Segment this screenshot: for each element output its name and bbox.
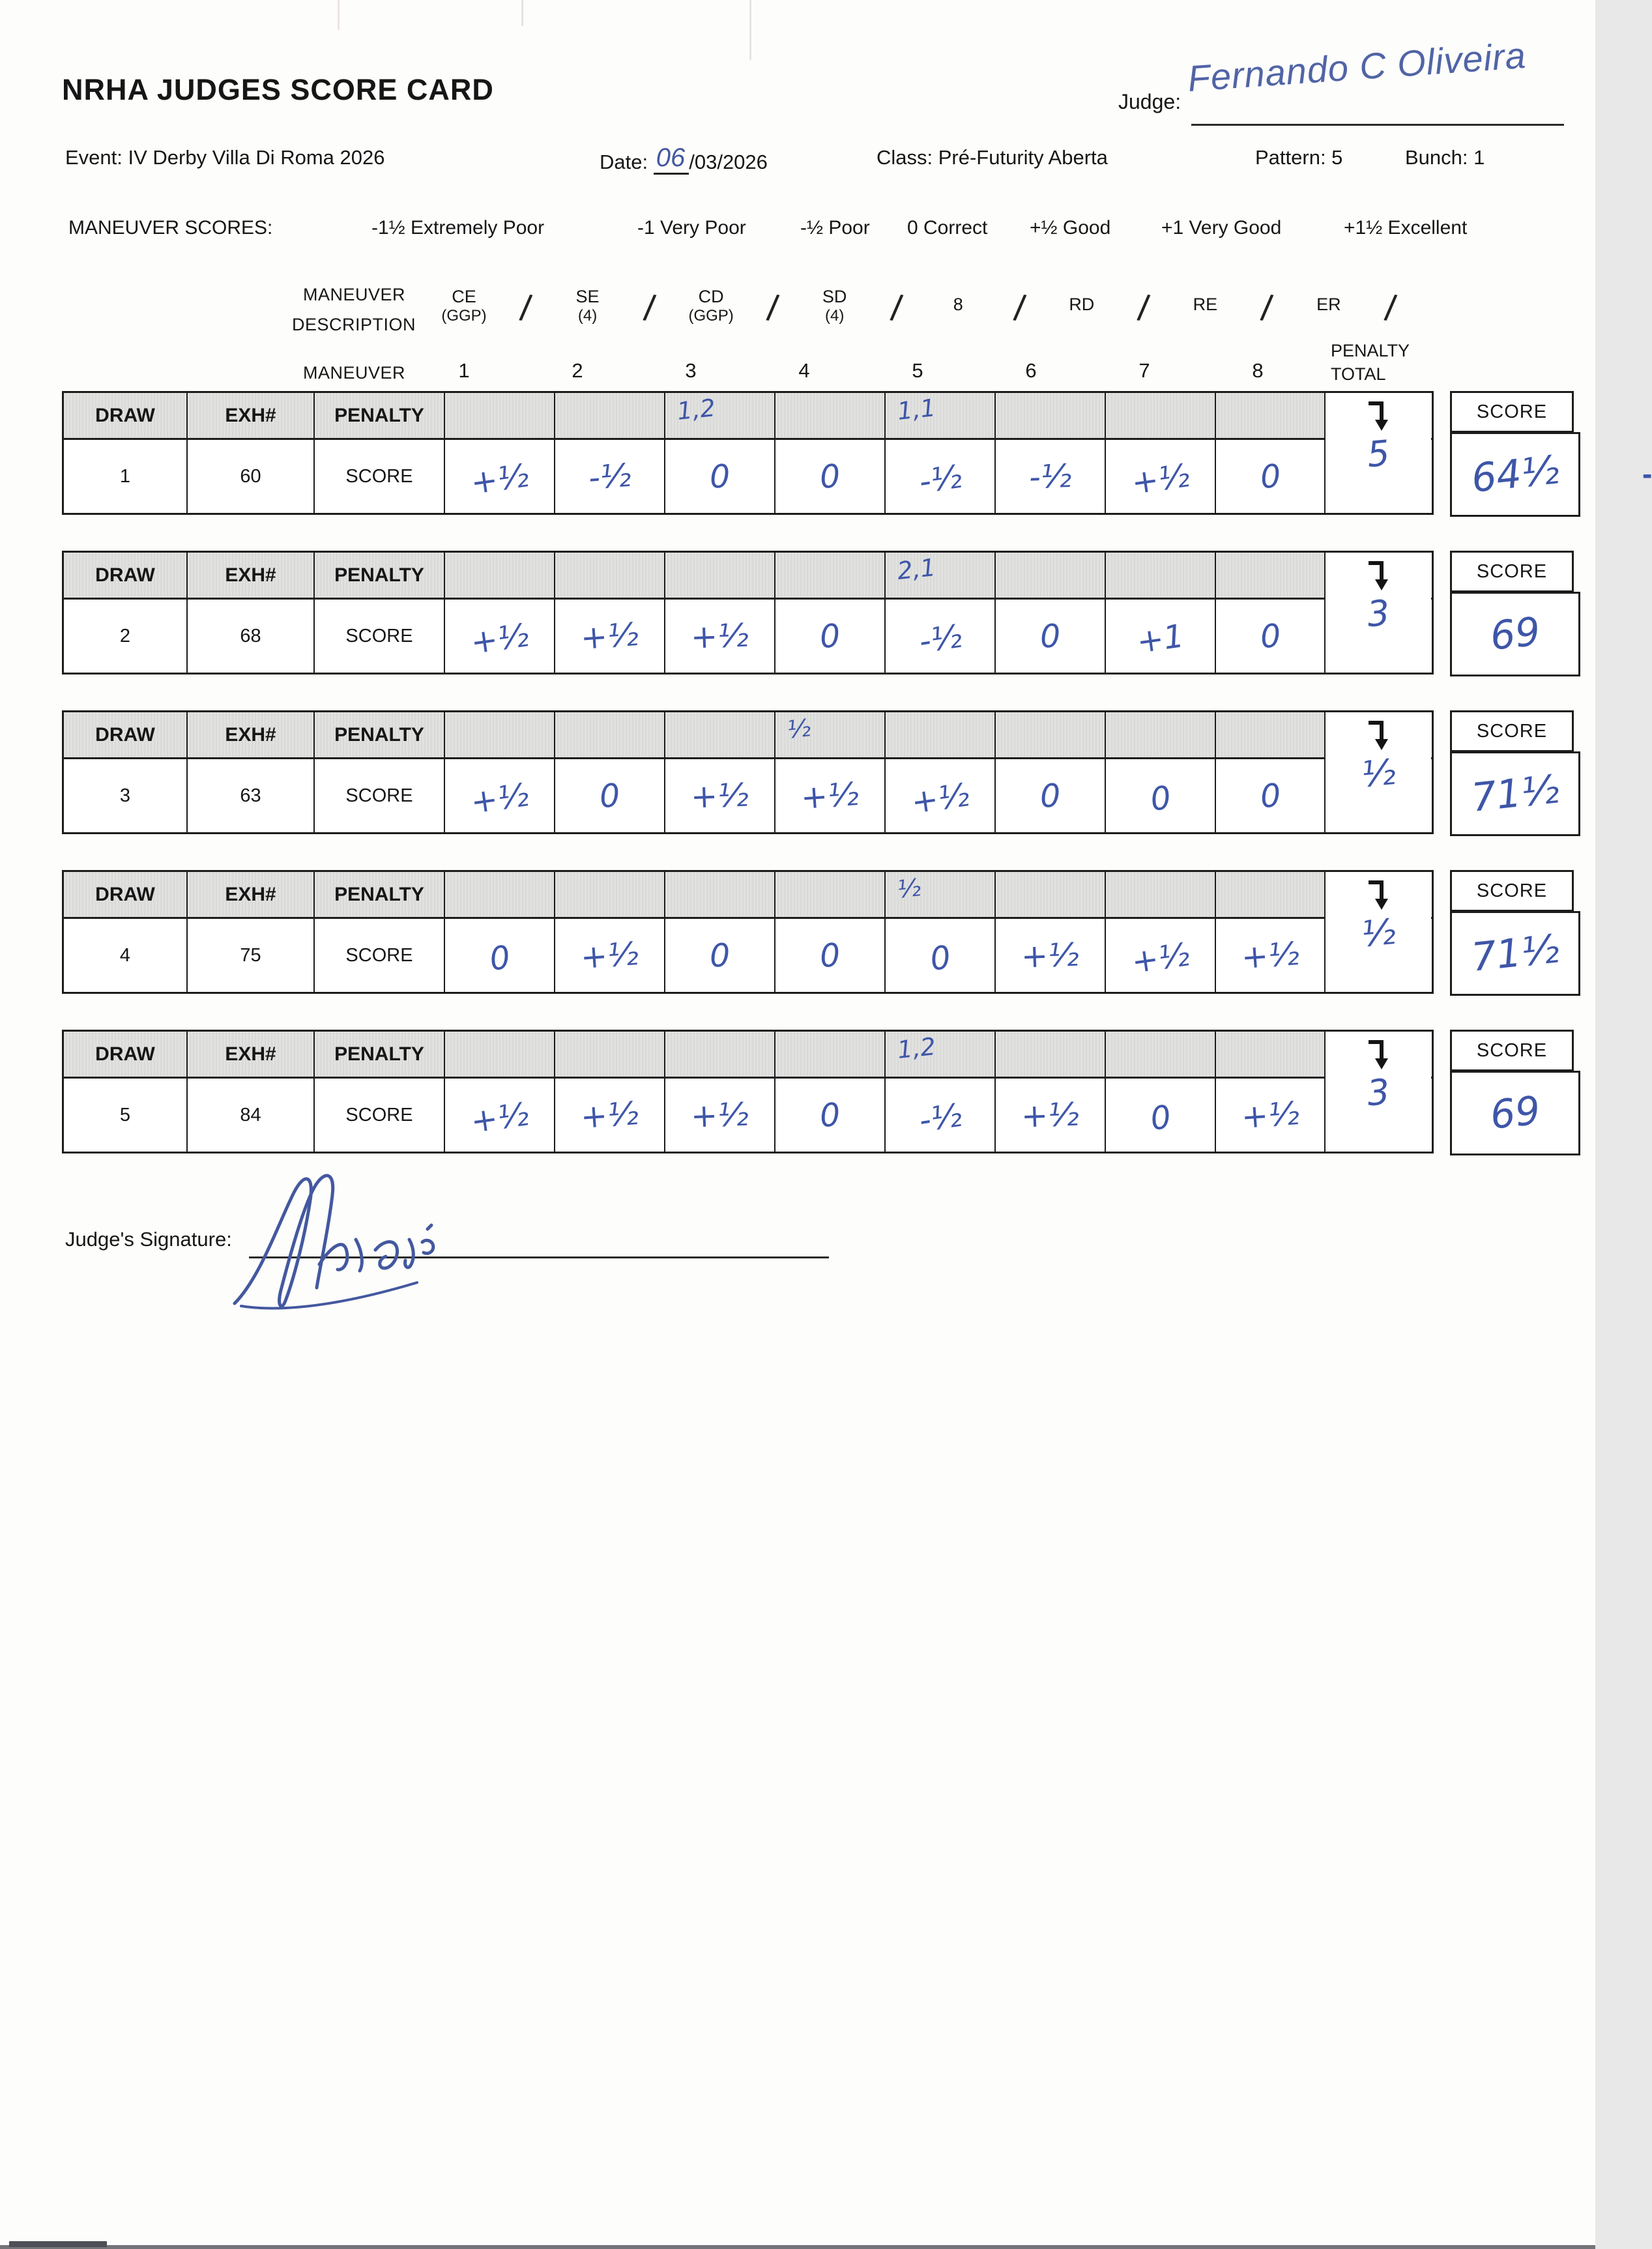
down-arrow-icon: [1365, 877, 1392, 911]
maneuver-description-label: MANEUVER: [303, 285, 406, 304]
penalty-mark-cell: [555, 393, 665, 438]
maneuver-score-cell: [555, 600, 665, 673]
down-arrow-icon: [1365, 558, 1392, 592]
penalty-mark-cell: [1216, 553, 1326, 598]
penalty-mark-cell: [445, 872, 555, 917]
legend-item: +½ Good: [1030, 217, 1111, 239]
draw-value: 3: [64, 759, 188, 832]
maneuver-score: +½: [690, 776, 749, 816]
penalty-total-value: 5: [1365, 432, 1391, 476]
maneuver-score-cell: [555, 759, 665, 832]
maneuver-scores-label: MANEUVER SCORES:: [68, 217, 273, 239]
maneuver-score-cell: [886, 919, 996, 992]
penalty-mark-cell: [1106, 553, 1216, 598]
penalty-mark: ½: [895, 873, 922, 904]
maneuver-number: 8: [1252, 359, 1264, 382]
score-row-label: SCORE: [315, 1079, 445, 1152]
penalty-mark-cell: [886, 553, 996, 598]
maneuver-score-cell: [665, 759, 775, 832]
maneuver-score: 0: [708, 457, 731, 496]
penalty-mark-cell: [1216, 1032, 1326, 1077]
penalty-header: PENALTY: [315, 553, 445, 598]
penalty-mark-cell: [775, 872, 886, 917]
slash-separator: /: [1135, 287, 1152, 329]
penalty-mark-cell: [886, 872, 996, 917]
exh-header: EXH#: [188, 1032, 315, 1077]
maneuver-score: +1: [1135, 617, 1187, 661]
class-field: Class: Pré-Futurity Aberta: [877, 146, 1108, 169]
penalty-total-cell: [1324, 553, 1431, 673]
slash-separator: /: [1259, 287, 1275, 329]
date-day-handwriting: 06: [654, 143, 689, 175]
exh-value: 84: [188, 1079, 315, 1152]
exh-value: 68: [188, 600, 315, 673]
maneuver-score: 0: [1039, 776, 1062, 815]
date-rest: /03/2026: [689, 151, 768, 173]
maneuver-score: +½: [690, 1095, 749, 1135]
maneuver-score-cell: [886, 440, 996, 513]
draw-header: DRAW: [64, 393, 188, 438]
maneuver-score: -½: [587, 456, 633, 497]
score-table-grid: [62, 870, 1434, 994]
maneuver-score-cell: [886, 600, 996, 673]
date-field: [600, 143, 768, 177]
exh-value: 63: [188, 759, 315, 832]
maneuver-score: 0: [708, 936, 731, 975]
maneuver-score-cell: [1106, 759, 1216, 832]
slash-separator: /: [764, 287, 781, 329]
maneuver-score-cell: [996, 919, 1106, 992]
maneuver-score-cell: [886, 1079, 996, 1152]
down-arrow-icon: [1365, 1037, 1392, 1071]
penalty-mark-cell: [996, 872, 1106, 917]
maneuver-score: 0: [818, 1095, 842, 1135]
draw-header: DRAW: [64, 712, 188, 757]
maneuver-score-cell: [665, 1079, 775, 1152]
score-box-value-cell: [1450, 1071, 1580, 1155]
maneuver-score: +½: [469, 1095, 531, 1140]
maneuver-score-cell: [665, 919, 775, 992]
exh-header: EXH#: [188, 393, 315, 438]
scan-edge-blob: [9, 2241, 107, 2247]
maneuver-score: -½: [916, 1096, 964, 1139]
maneuver-score: -½: [916, 617, 964, 660]
maneuver-score: 0: [818, 936, 842, 975]
penalty-mark-cell: [555, 872, 665, 917]
penalty-mark: ½: [785, 714, 812, 744]
exh-value: 75: [188, 919, 315, 992]
maneuver-score: 0: [1148, 1097, 1174, 1138]
score-box: [1450, 551, 1580, 676]
maneuver-score-cell: [445, 1079, 555, 1152]
maneuver-desc: RD: [1069, 295, 1095, 314]
score-box-label: SCORE: [1450, 710, 1574, 752]
maneuver-number: 2: [572, 359, 583, 382]
maneuver-score-cell: [775, 440, 886, 513]
maneuver-score-cell: [886, 759, 996, 832]
maneuver-description-row: [407, 287, 1396, 329]
score-table: [62, 1030, 1587, 1157]
maneuver-score-cell: [1106, 440, 1216, 513]
scan-streak: [521, 0, 523, 26]
maneuver-desc: ER: [1316, 295, 1341, 314]
maneuver-number: 5: [912, 359, 923, 382]
slash-separator: /: [517, 287, 534, 329]
score-box-label: SCORE: [1450, 1030, 1574, 1071]
score-box: [1450, 391, 1580, 517]
maneuver-score: +½: [690, 616, 749, 656]
score-table: [62, 870, 1587, 998]
score-table: [62, 551, 1587, 678]
judges-signature-scribble: [222, 1167, 495, 1316]
maneuver-desc: CE (GGP): [441, 287, 487, 325]
penalty-total-value: 3: [1365, 592, 1391, 635]
maneuver-score-cell: [1216, 759, 1326, 832]
maneuver-description-label: DESCRIPTION: [292, 315, 416, 334]
maneuver-number: 7: [1138, 359, 1150, 382]
maneuver-score: 0: [818, 617, 842, 656]
penalty-mark-cell: [445, 393, 555, 438]
maneuver-score-cell: [775, 759, 886, 832]
draw-header: DRAW: [64, 1032, 188, 1077]
penalty-mark-cell: [886, 712, 996, 757]
score-table-grid: [62, 1030, 1434, 1154]
score-box-label: SCORE: [1450, 551, 1574, 592]
maneuver-score: 0: [1258, 617, 1282, 656]
penalty-total-cell: [1324, 1032, 1431, 1152]
maneuver-score-cell: [445, 759, 555, 832]
maneuver-score: +½: [800, 775, 860, 817]
score-table: [62, 391, 1587, 519]
penalty-total-value: ½: [1359, 751, 1397, 796]
penalty-mark-cell: [1216, 712, 1326, 757]
penalty-mark: 1,2: [675, 394, 717, 426]
maneuver-score-cell: [1216, 919, 1326, 992]
maneuver-score: +½: [1021, 1095, 1080, 1135]
maneuver-score-cell: [665, 440, 775, 513]
maneuver-score: 0: [1039, 617, 1062, 656]
maneuver-number: 6: [1025, 359, 1037, 382]
penalty-mark-cell: [555, 553, 665, 598]
draw-value: 2: [64, 600, 188, 673]
exh-value: 60: [188, 440, 315, 513]
penalty-total-cell: [1324, 872, 1431, 992]
maneuver-score-cell: [1106, 919, 1216, 992]
maneuver-score: +½: [1129, 935, 1192, 981]
score-row-label: SCORE: [315, 600, 445, 673]
penalty-mark-cell: [1106, 872, 1216, 917]
scan-streak: [338, 0, 340, 30]
penalty-mark-cell: [996, 553, 1106, 598]
maneuver-desc: SD (4): [822, 287, 847, 325]
maneuver-number: 3: [685, 359, 697, 382]
maneuver-score-cell: [996, 600, 1106, 673]
maneuver-score: 0: [1258, 776, 1282, 815]
maneuver-score: +½: [469, 616, 531, 661]
maneuver-score: +½: [469, 456, 531, 502]
maneuver-score: +½: [579, 1094, 640, 1136]
penalty-mark-cell: [665, 553, 775, 598]
maneuver-score-cell: [775, 600, 886, 673]
score-box-value-cell: [1450, 432, 1580, 517]
maneuver-score: +½: [579, 615, 640, 657]
final-score-value: 71½: [1469, 926, 1561, 981]
maneuver-score-cell: [1106, 600, 1216, 673]
down-arrow-icon: [1365, 718, 1392, 751]
penalty-mark-cell: [665, 872, 775, 917]
penalty-mark-cell: [445, 553, 555, 598]
maneuver-score-cell: [1216, 1079, 1326, 1152]
penalty-mark-cell: [665, 1032, 775, 1077]
date-label: Date:: [600, 151, 648, 173]
penalty-mark-cell: [996, 1032, 1106, 1077]
maneuver-score-cell: [996, 440, 1106, 513]
final-score-value: 69: [1488, 609, 1543, 660]
penalty-mark-cell: [886, 393, 996, 438]
maneuver-score: +½: [1240, 1094, 1301, 1136]
maneuver-score: 0: [1258, 457, 1282, 496]
maneuver-score: 0: [927, 938, 953, 978]
penalty-header: PENALTY: [315, 393, 445, 438]
maneuver-score-cell: [1216, 600, 1326, 673]
score-box-label: SCORE: [1450, 391, 1574, 433]
judge-signature-line: [1191, 124, 1564, 126]
penalty-mark-cell: [1216, 872, 1326, 917]
legend-item: 0 Correct: [907, 217, 988, 239]
penalty-mark-cell: [555, 712, 665, 757]
maneuver-score-cell: [555, 440, 665, 513]
score-table-grid: [62, 391, 1434, 515]
score-box: [1450, 710, 1580, 836]
scan-edge-bar: [0, 2245, 1595, 2249]
exh-header: EXH#: [188, 553, 315, 598]
maneuver-score: +½: [1240, 935, 1301, 976]
slash-separator: /: [1382, 287, 1398, 329]
penalty-mark-cell: [445, 1032, 555, 1077]
maneuver-score: +½: [909, 776, 972, 821]
score-table: [62, 710, 1587, 838]
legend-item: +1½ Excellent: [1344, 217, 1468, 239]
legend-item: +1 Very Good: [1161, 217, 1282, 239]
penalty-mark-cell: [996, 393, 1106, 438]
penalty-mark-cell: [1216, 393, 1326, 438]
maneuver-score: 0: [487, 938, 513, 978]
penalty-mark-cell: [555, 1032, 665, 1077]
penalty-total-value: ½: [1359, 910, 1397, 955]
judge-label: Judge:: [1118, 90, 1181, 113]
score-table-grid: [62, 551, 1434, 675]
maneuver-row-label: MANEUVER: [303, 363, 406, 383]
maneuver-score: 0: [598, 776, 622, 815]
draw-value: 5: [64, 1079, 188, 1152]
penalty-mark-cell: [665, 393, 775, 438]
page-title: NRHA JUDGES SCORE CARD: [62, 73, 494, 106]
score-box-value-cell: [1450, 592, 1580, 676]
penalty-mark-cell: [775, 712, 886, 757]
maneuver-score-cell: [1216, 440, 1326, 513]
maneuver-score-cell: [775, 1079, 886, 1152]
penalty-mark-cell: [1106, 712, 1216, 757]
maneuver-number: 4: [798, 359, 810, 382]
down-arrow-icon: [1365, 398, 1392, 432]
maneuver-score: +½: [579, 935, 640, 976]
maneuver-score-cell: [996, 759, 1106, 832]
penalty-mark-cell: [1106, 393, 1216, 438]
bunch-field: Bunch: 1: [1405, 146, 1485, 169]
maneuver-score: -½: [916, 457, 964, 501]
penalty-header: PENALTY: [315, 872, 445, 917]
score-row-label: SCORE: [315, 440, 445, 513]
final-score-value: 64½: [1469, 447, 1561, 502]
maneuver-score-cell: [1106, 1079, 1216, 1152]
legend-item: -1½ Extremely Poor: [371, 217, 545, 239]
maneuver-desc: 8: [953, 295, 963, 314]
penalty-mark-cell: [445, 712, 555, 757]
maneuver-score: +½: [1021, 935, 1080, 976]
penalty-mark-cell: [996, 712, 1106, 757]
slash-separator: /: [888, 287, 905, 329]
final-score-value: 69: [1488, 1088, 1543, 1139]
penalty-mark: 2,1: [895, 553, 937, 585]
penalty-mark-cell: [775, 1032, 886, 1077]
penalty-total-value: 3: [1365, 1071, 1391, 1114]
maneuver-number: 1: [458, 359, 470, 382]
penalty-mark-cell: [1106, 1032, 1216, 1077]
score-box: [1450, 1030, 1580, 1155]
maneuver-score-cell: [445, 440, 555, 513]
penalty-mark-cell: [886, 1032, 996, 1077]
maneuver-score: -½: [1028, 457, 1073, 496]
maneuver-score: 0: [1148, 778, 1174, 819]
penalty-mark: 1,1: [895, 394, 937, 426]
draw-value: 4: [64, 919, 188, 992]
score-row-label: SCORE: [315, 919, 445, 992]
maneuver-desc: SE (4): [575, 287, 600, 325]
maneuver-desc: RE: [1193, 295, 1218, 314]
maneuver-score: +½: [469, 776, 531, 821]
penalty-total-label: PENALTY TOTAL: [1331, 341, 1410, 385]
maneuver-score-cell: [775, 919, 886, 992]
event-field: Event: IV Derby Villa Di Roma 2026: [65, 146, 385, 169]
final-score-value: 71½: [1469, 766, 1561, 821]
maneuver-score-cell: [996, 1079, 1106, 1152]
maneuver-score: +½: [1129, 456, 1192, 502]
maneuver-score: 0: [818, 457, 842, 496]
score-row-label: SCORE: [315, 759, 445, 832]
maneuver-score-cell: [555, 1079, 665, 1152]
score-box-value-cell: [1450, 751, 1580, 836]
scan-streak: [749, 0, 751, 60]
penalty-header: PENALTY: [315, 712, 445, 757]
penalty-total-cell: [1324, 393, 1431, 513]
maneuver-score-cell: [445, 919, 555, 992]
penalty-mark-cell: [775, 553, 886, 598]
legend-item: -1 Very Poor: [637, 217, 746, 239]
draw-value: 1: [64, 440, 188, 513]
judge-signature-handwriting: Fernando C Oliveira: [1186, 34, 1528, 100]
pattern-field: Pattern: 5: [1255, 146, 1343, 169]
exh-header: EXH#: [188, 872, 315, 917]
penalty-mark-cell: [775, 393, 886, 438]
slash-separator: /: [641, 287, 658, 329]
penalty-header: PENALTY: [315, 1032, 445, 1077]
draw-header: DRAW: [64, 872, 188, 917]
maneuver-desc: CD (GGP): [688, 287, 734, 325]
score-box-value-cell: [1450, 911, 1580, 996]
judges-signature-label: Judge's Signature:: [65, 1228, 232, 1251]
penalty-mark: 1,2: [895, 1032, 937, 1064]
exh-header: EXH#: [188, 712, 315, 757]
penalty-mark-cell: [665, 712, 775, 757]
slash-separator: /: [1011, 287, 1028, 329]
legend-item: -½ Poor: [800, 217, 870, 239]
maneuver-score-cell: [555, 919, 665, 992]
draw-header: DRAW: [64, 553, 188, 598]
handwritten-dash: -: [1642, 457, 1652, 491]
maneuver-score-cell: [665, 600, 775, 673]
maneuver-score-cell: [445, 600, 555, 673]
score-box: [1450, 870, 1580, 996]
score-table-grid: [62, 710, 1434, 834]
score-box-label: SCORE: [1450, 870, 1574, 912]
maneuver-number-row: [407, 359, 1314, 383]
penalty-total-cell: [1324, 712, 1431, 832]
